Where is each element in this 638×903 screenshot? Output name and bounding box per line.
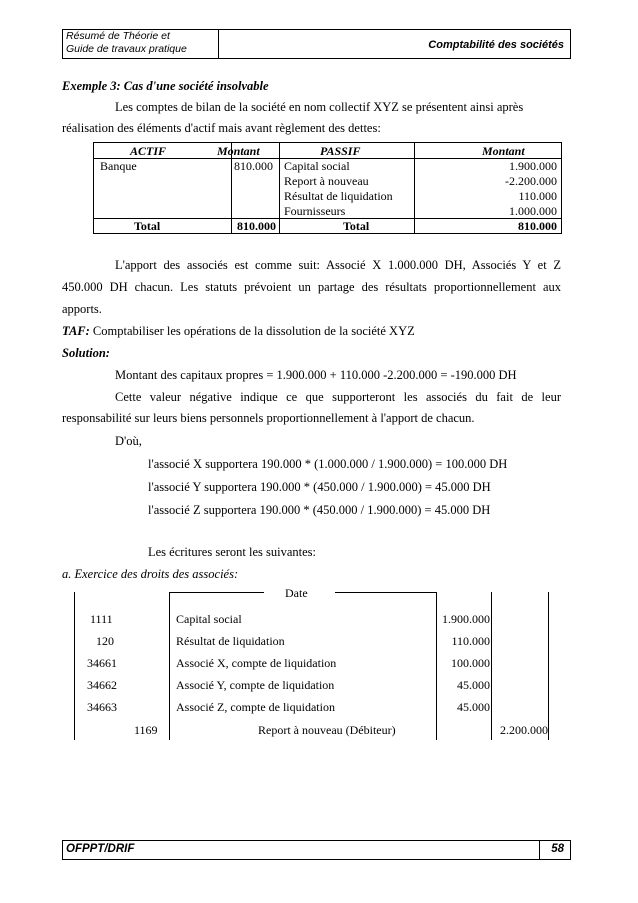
passif-amount-4: 1.000.000 xyxy=(509,204,557,218)
total-actif-label: Total xyxy=(134,219,161,233)
debit-amount-4: 45.000 xyxy=(457,678,490,692)
debit-account-3: 34661 xyxy=(87,656,117,670)
debit-account-1: 1111 xyxy=(90,612,113,626)
apport-line-1: L'apport des associés est comme suit: Associé X 1.000.000 DH, Associés Y et Z xyxy=(115,258,561,272)
header-left-line1: Résumé de Théorie et xyxy=(66,30,170,42)
journal-date: Date xyxy=(285,586,308,600)
associe-y-line: l'associé Y supportera 190.000 * (450.000 / 1.900.000) = 45.000 DH xyxy=(148,480,491,494)
passif-amount-1: 1.900.000 xyxy=(509,159,557,173)
passif-amount-2: -2.200.000 xyxy=(505,174,557,188)
cette-line-2: responsabilité sur leurs biens personnels proportionnellement à l'apport de chacun. xyxy=(62,411,475,425)
credit-amount: 2.200.000 xyxy=(500,723,548,737)
header-left-line2: Guide de travaux pratique xyxy=(66,43,187,55)
debit-account-2: 120 xyxy=(96,634,114,648)
debit-amount-2: 110.000 xyxy=(451,634,490,648)
passif-label-4: Fournisseurs xyxy=(284,204,346,218)
debit-label-4: Associé Y, compte de liquidation xyxy=(176,678,335,692)
total-passif-amount: 810.000 xyxy=(518,219,557,233)
example-title: Exemple 3: Cas d'une société insolvable xyxy=(62,79,269,93)
actif-banque: Banque xyxy=(100,159,137,173)
apport-line-2: 450.000 DH chacun. Les statuts prévoient un partage des résultats proportionnellement aux xyxy=(62,280,561,294)
section-a-title: a. Exercice des droits des associés: xyxy=(62,567,239,581)
solution-label: Solution: xyxy=(62,346,110,360)
total-passif-label: Total xyxy=(343,219,370,233)
montant-line: Montant des capitaux propres = 1.900.000 + 110.000 -2.200.000 = -190.000 DH xyxy=(115,368,517,382)
page-header xyxy=(62,29,571,59)
cette-line-1: Cette valeur négative indique ce que supporteront les associés du fait de leur xyxy=(115,390,561,404)
debit-label-2: Résultat de liquidation xyxy=(176,634,285,648)
header-right-box xyxy=(219,30,570,58)
col-montant-1: Montant xyxy=(217,144,260,158)
passif-label-1: Capital social xyxy=(284,159,350,173)
debit-label-5: Associé Z, compte de liquidation xyxy=(176,700,335,714)
header-left-box xyxy=(63,30,219,58)
credit-label: Report à nouveau (Débiteur) xyxy=(258,723,396,737)
apport-line-3: apports. xyxy=(62,302,102,316)
total-actif-amount: 810.000 xyxy=(237,219,276,233)
col-montant-2: Montant xyxy=(482,144,525,158)
intro-line-2: réalisation des éléments d'actif mais avant règlement des dettes: xyxy=(62,121,381,135)
debit-amount-5: 45.000 xyxy=(457,700,490,714)
taf-line xyxy=(62,323,415,339)
associe-z-line: l'associé Z supportera 190.000 * (450.000 / 1.900.000) = 45.000 DH xyxy=(148,503,491,517)
col-actif: ACTIF xyxy=(130,144,167,158)
page-number: 58 xyxy=(551,843,564,855)
passif-label-3: Résultat de liquidation xyxy=(284,189,393,203)
credit-account: 1169 xyxy=(134,723,158,737)
page-number-box xyxy=(539,841,570,859)
passif-amount-3: 110.000 xyxy=(518,189,557,203)
actif-banque-amount: 810.000 xyxy=(234,159,273,173)
debit-account-5: 34663 xyxy=(87,700,117,714)
intro-line-1: Les comptes de bilan de la société en nom collectif XYZ se présentent ainsi après xyxy=(115,100,524,114)
col-passif: PASSIF xyxy=(320,144,361,158)
ecritures-line: Les écritures seront les suivantes: xyxy=(148,545,317,559)
debit-amount-3: 100.000 xyxy=(451,656,490,670)
balance-table xyxy=(93,142,562,234)
passif-label-2: Report à nouveau xyxy=(284,174,369,188)
debit-amount-1: 1.900.000 xyxy=(442,612,490,626)
taf-text: Comptabiliser les opérations de la dissolution de la société XYZ xyxy=(92,324,415,338)
footer-org: OFPPT/DRIF xyxy=(66,843,135,855)
debit-account-4: 34662 xyxy=(87,678,117,692)
debit-label-3: Associé X, compte de liquidation xyxy=(176,656,337,670)
taf-label: TAF: xyxy=(62,324,90,338)
dou-line: D'où, xyxy=(115,434,142,448)
associe-x-line: l'associé X supportera 190.000 * (1.000.000 / 1.900.000) = 100.000 DH xyxy=(148,457,508,471)
debit-label-1: Capital social xyxy=(176,612,242,626)
page-footer xyxy=(62,840,571,860)
header-title: Comptabilité des sociétés xyxy=(428,39,564,51)
